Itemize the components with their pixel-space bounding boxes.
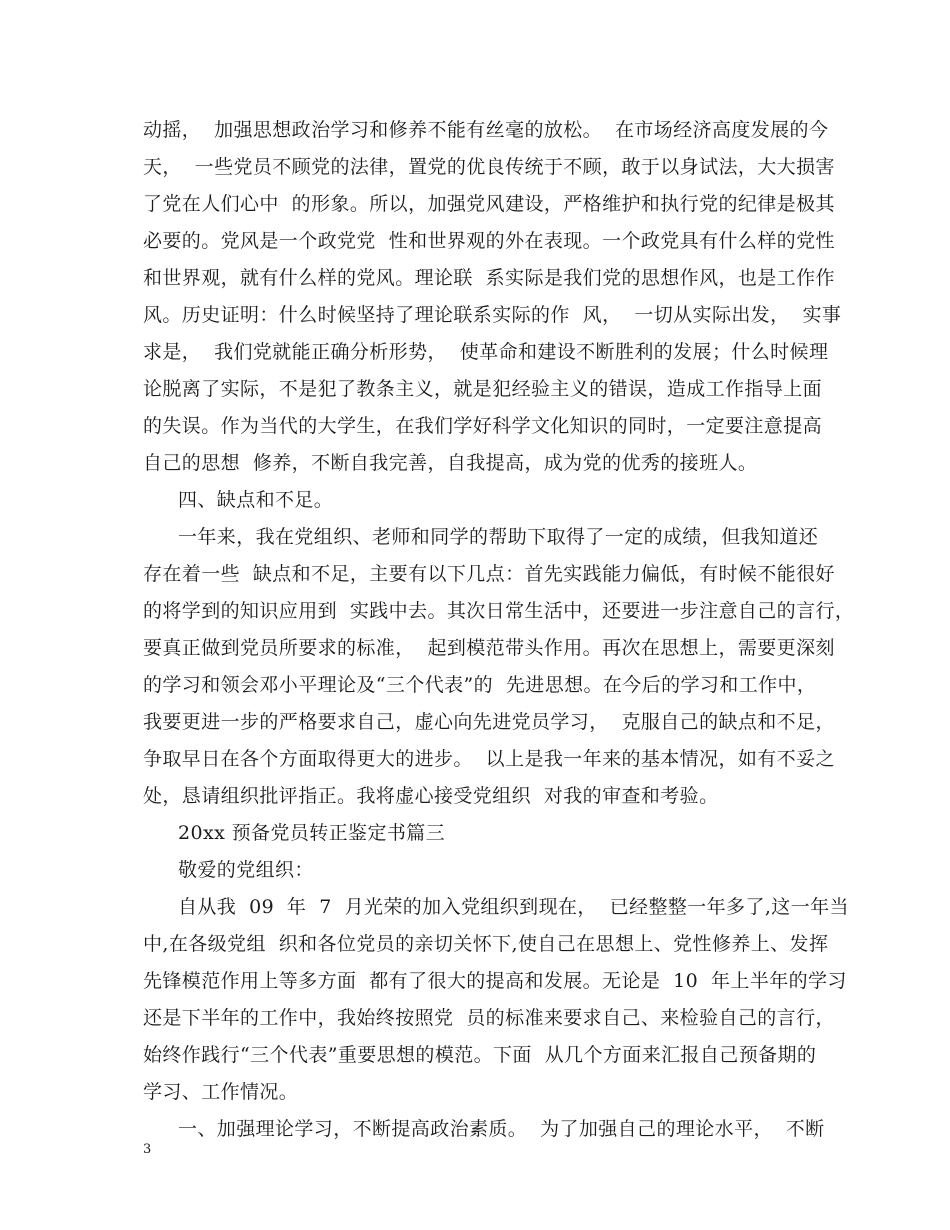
text-line: 必要的。党风是一个政党党 性和世界观的外在表现。一个政党具有什么样的党性 xyxy=(143,230,835,252)
text-line: 论脱离了实际，不是犯了教条主义，就是犯经验主义的错误，造成工作指导上面 xyxy=(143,378,823,400)
text-line: 动摇， 加强思想政治学习和修养不能有丝毫的放松。 在市场经济高度发展的今 xyxy=(143,119,829,141)
text-line: 争取早日在各个方面取得更大的进步。 以上是我一年来的基本情况，如有不妥之 xyxy=(143,748,835,770)
text-line: 中,在各级党组 织和各位党员的亲切关怀下,使自己在思想上、党性修养上、发挥 xyxy=(143,933,829,955)
text-line: 一、加强理论学习，不断提高政治素质。 为了加强自己的理论水平， 不断 xyxy=(178,1118,825,1140)
text-line: 风。历史证明：什么时候坚持了理论联系实际的作 风， 一切从实际出发， 实事 xyxy=(143,304,842,326)
text-line: 先锋模范作用上等多方面 都有了很大的提高和发展。无论是 10 年上半年的学习 xyxy=(143,970,847,992)
text-line: 学习、工作情况。 xyxy=(143,1081,299,1103)
text-line: 自从我 09 年 7 月光荣的加入党组织到现在， 已经整整一年多了,这一年当 xyxy=(178,896,849,918)
text-line: 的学习和领会邓小平理论及“三个代表”的 先进思想。在今后的学习和工作中， xyxy=(143,674,817,696)
text-line: 的将学到的知识应用到 实践中去。其次日常生活中，还要进一步注意自己的言行， xyxy=(143,600,855,622)
text-line: 一年来，我在党组织、老师和同学的帮助下取得了一定的成绩，但我知道还 xyxy=(178,526,819,548)
text-line: 还是下半年的工作中，我始终按照党 员的标准来要求自己、来检验自己的言行， xyxy=(143,1007,835,1029)
text-line: 求是， 我们党就能正确分析形势， 使革命和建设不断胜利的发展；什么时候理 xyxy=(143,341,829,363)
text-line: 自己的思想 修养，不断自我完善，自我提高，成为党的优秀的接班人。 xyxy=(143,452,758,474)
salutation: 敬爱的党组织： xyxy=(178,859,314,881)
text-line: 和世界观，就有什么样的党风。理论联 系实际是我们党的思想作风，也是工作作 xyxy=(143,267,835,289)
section-heading: 四、缺点和不足。 xyxy=(178,489,334,511)
text-line: 天， 一些党员不顾党的法律，置党的优良传统于不顾，敢于以身试法，大大损害 xyxy=(143,156,835,178)
text-line: 始终作践行“三个代表”重要思想的模范。下面 从几个方面来汇报自己预备期的 xyxy=(143,1044,817,1066)
text-line: 处，恳请组织批评指正。我将虚心接受党组织 对我的审查和考验。 xyxy=(143,785,719,807)
text-line: 存在着一些 缺点和不足，主要有以下几点：首先实践能力偏低，有时候不能很好 xyxy=(143,563,835,585)
text-line: 了党在人们心中 的形象。所以，加强党风建设，严格维护和执行党的纪律是极其 xyxy=(143,193,835,215)
text-line: 我要更进一步的严格要求自己，虚心向先进党员学习， 克服自己的缺点和不足， xyxy=(143,711,835,733)
text-line: 的失误。作为当代的大学生，在我们学好科学文化知识的同时，一定要注意提高 xyxy=(143,415,823,437)
page-number: 3 xyxy=(143,1142,152,1157)
text-line: 要真正做到党员所要求的标准， 起到模范带头作用。再次在思想上，需要更深刻 xyxy=(143,637,835,659)
document-title: 20xx 预备党员转正鉴定书篇三 xyxy=(178,822,446,844)
